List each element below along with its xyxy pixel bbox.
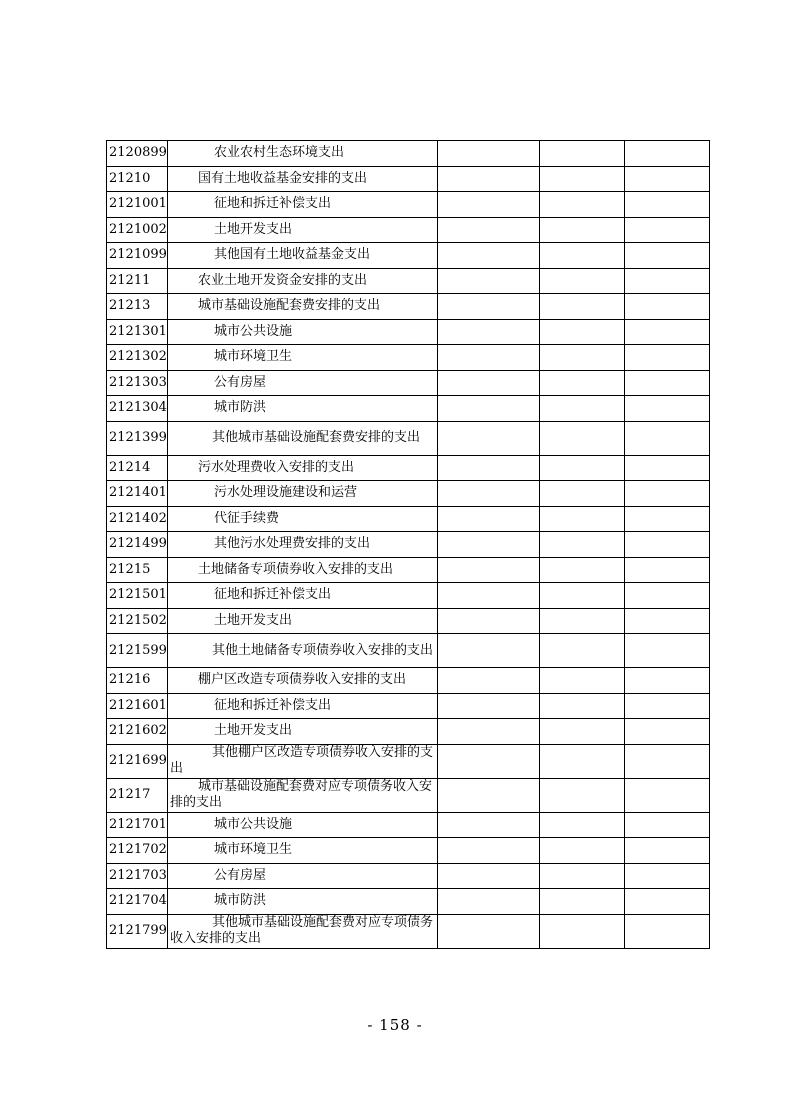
subject-code-cell: 21213 [107, 294, 168, 320]
empty-value-cell-1 [438, 889, 540, 915]
empty-value-cell-3 [625, 319, 710, 345]
subject-name-text: 污水处理设施建设和运营 [214, 485, 358, 501]
table-row [107, 583, 710, 609]
subject-code-cell: 2121499 [107, 532, 168, 558]
empty-value-cell-1 [438, 914, 540, 948]
empty-value-cell-2 [540, 243, 625, 269]
table-row [107, 557, 710, 583]
subject-code-cell: 2121303 [107, 370, 168, 396]
subject-name-text: 公有房屋 [214, 374, 267, 390]
subject-name-text: 公有房屋 [214, 867, 267, 883]
subject-code-cell: 2121502 [107, 608, 168, 634]
empty-value-cell-1 [438, 370, 540, 396]
table-row [107, 481, 710, 507]
subject-name-cell [168, 217, 438, 243]
empty-value-cell-1 [438, 693, 540, 719]
table-row [107, 693, 710, 719]
empty-value-cell-1 [438, 719, 540, 745]
table-row [107, 889, 710, 915]
empty-value-cell-3 [625, 421, 710, 455]
subject-name-cell [168, 319, 438, 345]
subject-code-cell: 21211 [107, 268, 168, 294]
empty-value-cell-1 [438, 217, 540, 243]
empty-value-cell-3 [625, 634, 710, 668]
empty-value-cell-3 [625, 345, 710, 371]
subject-code-cell: 2121501 [107, 583, 168, 609]
empty-value-cell-2 [540, 345, 625, 371]
empty-value-cell-2 [540, 532, 625, 558]
subject-code-cell: 21217 [107, 778, 168, 812]
subject-code-cell: 2121601 [107, 693, 168, 719]
subject-name-cell [168, 608, 438, 634]
empty-value-cell-3 [625, 557, 710, 583]
empty-value-cell-3 [625, 719, 710, 745]
empty-value-cell-3 [625, 370, 710, 396]
subject-name-text: 土地开发支出 [214, 612, 293, 628]
table-row [107, 863, 710, 889]
subject-name-cell [168, 668, 438, 694]
table-row [107, 294, 710, 320]
subject-name-text: 土地开发支出 [214, 221, 293, 237]
subject-name-text: 其他污水处理费安排的支出 [214, 536, 371, 552]
subject-code-cell: 2121599 [107, 634, 168, 668]
empty-value-cell-1 [438, 345, 540, 371]
empty-value-cell-3 [625, 583, 710, 609]
empty-value-cell-3 [625, 778, 710, 812]
empty-value-cell-3 [625, 396, 710, 422]
table-row [107, 668, 710, 694]
table-row [107, 243, 710, 269]
table-row [107, 838, 710, 864]
subject-code-cell: 2121099 [107, 243, 168, 269]
table-body [107, 141, 710, 949]
subject-name-text: 征地和拆迁补偿支出 [214, 587, 332, 603]
subject-name-text: 其他城市基础设施配套费安排的支出 [212, 430, 421, 445]
subject-name-cell [168, 192, 438, 218]
empty-value-cell-1 [438, 506, 540, 532]
empty-value-cell-1 [438, 557, 540, 583]
subject-code-cell: 2121702 [107, 838, 168, 864]
empty-value-cell-1 [438, 141, 540, 167]
empty-value-cell-1 [438, 608, 540, 634]
empty-value-cell-2 [540, 744, 625, 778]
empty-value-cell-3 [625, 914, 710, 948]
empty-value-cell-3 [625, 141, 710, 167]
empty-value-cell-2 [540, 838, 625, 864]
subject-name-cell [168, 557, 438, 583]
subject-code-cell: 2121704 [107, 889, 168, 915]
empty-value-cell-1 [438, 421, 540, 455]
empty-value-cell-3 [625, 532, 710, 558]
empty-value-cell-3 [625, 455, 710, 481]
subject-name-text: 其他土地储备专项债券收入安排的支出 [212, 642, 434, 658]
subject-name-cell [168, 141, 438, 167]
table-row [107, 719, 710, 745]
subject-name-cell [168, 345, 438, 371]
empty-value-cell-2 [540, 812, 625, 838]
subject-code-cell: 2121399 [107, 421, 168, 455]
empty-value-cell-2 [540, 889, 625, 915]
subject-name-text: 国有土地收益基金安排的支出 [198, 170, 368, 186]
empty-value-cell-2 [540, 192, 625, 218]
subject-name-cell [168, 243, 438, 269]
subject-name-cell [168, 370, 438, 396]
empty-value-cell-1 [438, 744, 540, 778]
empty-value-cell-3 [625, 863, 710, 889]
empty-value-cell-3 [625, 481, 710, 507]
empty-value-cell-2 [540, 166, 625, 192]
subject-name-text: 农业土地开发资金安排的支出 [198, 272, 368, 288]
subject-code-cell: 2121703 [107, 863, 168, 889]
subject-code-cell: 21210 [107, 166, 168, 192]
subject-name-text: 城市公共设施 [214, 816, 293, 832]
subject-code-cell: 2121701 [107, 812, 168, 838]
subject-code-cell: 2121799 [107, 914, 168, 948]
empty-value-cell-2 [540, 506, 625, 532]
table-row [107, 370, 710, 396]
subject-code-cell: 2121002 [107, 217, 168, 243]
table-row [107, 268, 710, 294]
table-row [107, 319, 710, 345]
empty-value-cell-2 [540, 141, 625, 167]
subject-name-cell [168, 744, 438, 778]
empty-value-cell-2 [540, 370, 625, 396]
table-row [107, 608, 710, 634]
empty-value-cell-1 [438, 319, 540, 345]
subject-code-cell: 21215 [107, 557, 168, 583]
subject-name-text: 棚户区改造专项债券收入安排的支出 [198, 672, 407, 688]
table-row [107, 532, 710, 558]
empty-value-cell-3 [625, 668, 710, 694]
subject-name-cell [168, 532, 438, 558]
subject-name-cell [168, 506, 438, 532]
empty-value-cell-2 [540, 583, 625, 609]
subject-code-cell: 21214 [107, 455, 168, 481]
empty-value-cell-3 [625, 217, 710, 243]
table-row [107, 141, 710, 167]
subject-code-cell: 21216 [107, 668, 168, 694]
subject-name-text: 城市公共设施 [214, 323, 293, 339]
empty-value-cell-2 [540, 863, 625, 889]
subject-name-text: 城市防洪 [214, 893, 267, 909]
empty-value-cell-1 [438, 634, 540, 668]
subject-name-text: 污水处理费收入安排的支出 [198, 459, 355, 475]
subject-name-cell [168, 294, 438, 320]
table-row [107, 345, 710, 371]
table-row [107, 396, 710, 422]
empty-value-cell-2 [540, 914, 625, 948]
subject-name-text: 城市防洪 [214, 400, 267, 416]
subject-code-cell: 2121602 [107, 719, 168, 745]
subject-name-cell [168, 268, 438, 294]
empty-value-cell-1 [438, 243, 540, 269]
subject-name-cell [168, 914, 438, 948]
table-row [107, 634, 710, 668]
table-row [107, 217, 710, 243]
table-row [107, 506, 710, 532]
subject-name-cell [168, 421, 438, 455]
table-row [107, 166, 710, 192]
subject-name-cell [168, 166, 438, 192]
subject-name-text: 土地储备专项债券收入安排的支出 [198, 561, 394, 577]
empty-value-cell-3 [625, 268, 710, 294]
empty-value-cell-2 [540, 421, 625, 455]
empty-value-cell-1 [438, 838, 540, 864]
empty-value-cell-1 [438, 532, 540, 558]
empty-value-cell-3 [625, 744, 710, 778]
empty-value-cell-2 [540, 778, 625, 812]
empty-value-cell-2 [540, 557, 625, 583]
subject-name-text: 城市环境卫生 [214, 349, 293, 365]
subject-name-text: 征地和拆迁补偿支出 [214, 196, 332, 212]
table-row [107, 812, 710, 838]
empty-value-cell-3 [625, 166, 710, 192]
subject-name-cell [168, 812, 438, 838]
empty-value-cell-3 [625, 506, 710, 532]
subject-name-cell [168, 455, 438, 481]
empty-value-cell-1 [438, 455, 540, 481]
subject-code-cell: 2121302 [107, 345, 168, 371]
subject-name-cell [168, 693, 438, 719]
subject-name-cell [168, 634, 438, 668]
empty-value-cell-1 [438, 192, 540, 218]
table-row [107, 914, 710, 948]
table-row [107, 455, 710, 481]
empty-value-cell-1 [438, 863, 540, 889]
budget-table [106, 140, 710, 949]
empty-value-cell-2 [540, 319, 625, 345]
subject-code-cell: 2121001 [107, 192, 168, 218]
empty-value-cell-1 [438, 668, 540, 694]
empty-value-cell-3 [625, 243, 710, 269]
empty-value-cell-3 [625, 608, 710, 634]
empty-value-cell-1 [438, 294, 540, 320]
subject-name-cell [168, 838, 438, 864]
empty-value-cell-3 [625, 838, 710, 864]
empty-value-cell-2 [540, 634, 625, 668]
table-row [107, 192, 710, 218]
subject-name-text: 其他棚户区改造专项债券收入安排的支出 [170, 745, 434, 776]
subject-name-text: 征地和拆迁补偿支出 [214, 697, 332, 713]
subject-name-text: 代征手续费 [214, 510, 280, 526]
table-row [107, 421, 710, 455]
empty-value-cell-1 [438, 778, 540, 812]
empty-value-cell-3 [625, 889, 710, 915]
subject-code-cell: 2121402 [107, 506, 168, 532]
subject-name-cell [168, 889, 438, 915]
empty-value-cell-2 [540, 481, 625, 507]
subject-name-text: 城市基础设施配套费安排的支出 [198, 298, 381, 314]
table-row [107, 778, 710, 812]
subject-name-cell [168, 583, 438, 609]
subject-name-cell [168, 396, 438, 422]
empty-value-cell-1 [438, 583, 540, 609]
empty-value-cell-1 [438, 481, 540, 507]
subject-code-cell: 2121401 [107, 481, 168, 507]
empty-value-cell-2 [540, 668, 625, 694]
subject-code-cell: 2121301 [107, 319, 168, 345]
subject-name-text: 农业农村生态环境支出 [214, 145, 345, 161]
subject-name-cell [168, 719, 438, 745]
subject-code-cell: 2120899 [107, 141, 168, 167]
empty-value-cell-2 [540, 693, 625, 719]
empty-value-cell-1 [438, 166, 540, 192]
empty-value-cell-2 [540, 719, 625, 745]
table-row [107, 744, 710, 778]
subject-name-cell [168, 481, 438, 507]
subject-name-text: 城市环境卫生 [214, 842, 293, 858]
page-number: - 158 - [367, 1016, 423, 1034]
empty-value-cell-3 [625, 812, 710, 838]
empty-value-cell-2 [540, 455, 625, 481]
empty-value-cell-2 [540, 396, 625, 422]
subject-code-cell: 2121699 [107, 744, 168, 778]
subject-name-cell [168, 778, 438, 812]
empty-value-cell-2 [540, 294, 625, 320]
subject-name-cell [168, 863, 438, 889]
subject-code-cell: 2121304 [107, 396, 168, 422]
subject-name-text: 其他国有土地收益基金支出 [214, 247, 371, 263]
empty-value-cell-3 [625, 192, 710, 218]
empty-value-cell-2 [540, 268, 625, 294]
empty-value-cell-1 [438, 268, 540, 294]
empty-value-cell-1 [438, 396, 540, 422]
subject-name-text: 其他城市基础设施配套费对应专项债务收入安排的支出 [170, 915, 434, 946]
empty-value-cell-2 [540, 217, 625, 243]
empty-value-cell-1 [438, 812, 540, 838]
subject-name-text: 土地开发支出 [214, 723, 293, 739]
empty-value-cell-2 [540, 608, 625, 634]
subject-name-text: 城市基础设施配套费对应专项债务收入安排的支出 [170, 779, 433, 810]
empty-value-cell-3 [625, 294, 710, 320]
empty-value-cell-3 [625, 693, 710, 719]
